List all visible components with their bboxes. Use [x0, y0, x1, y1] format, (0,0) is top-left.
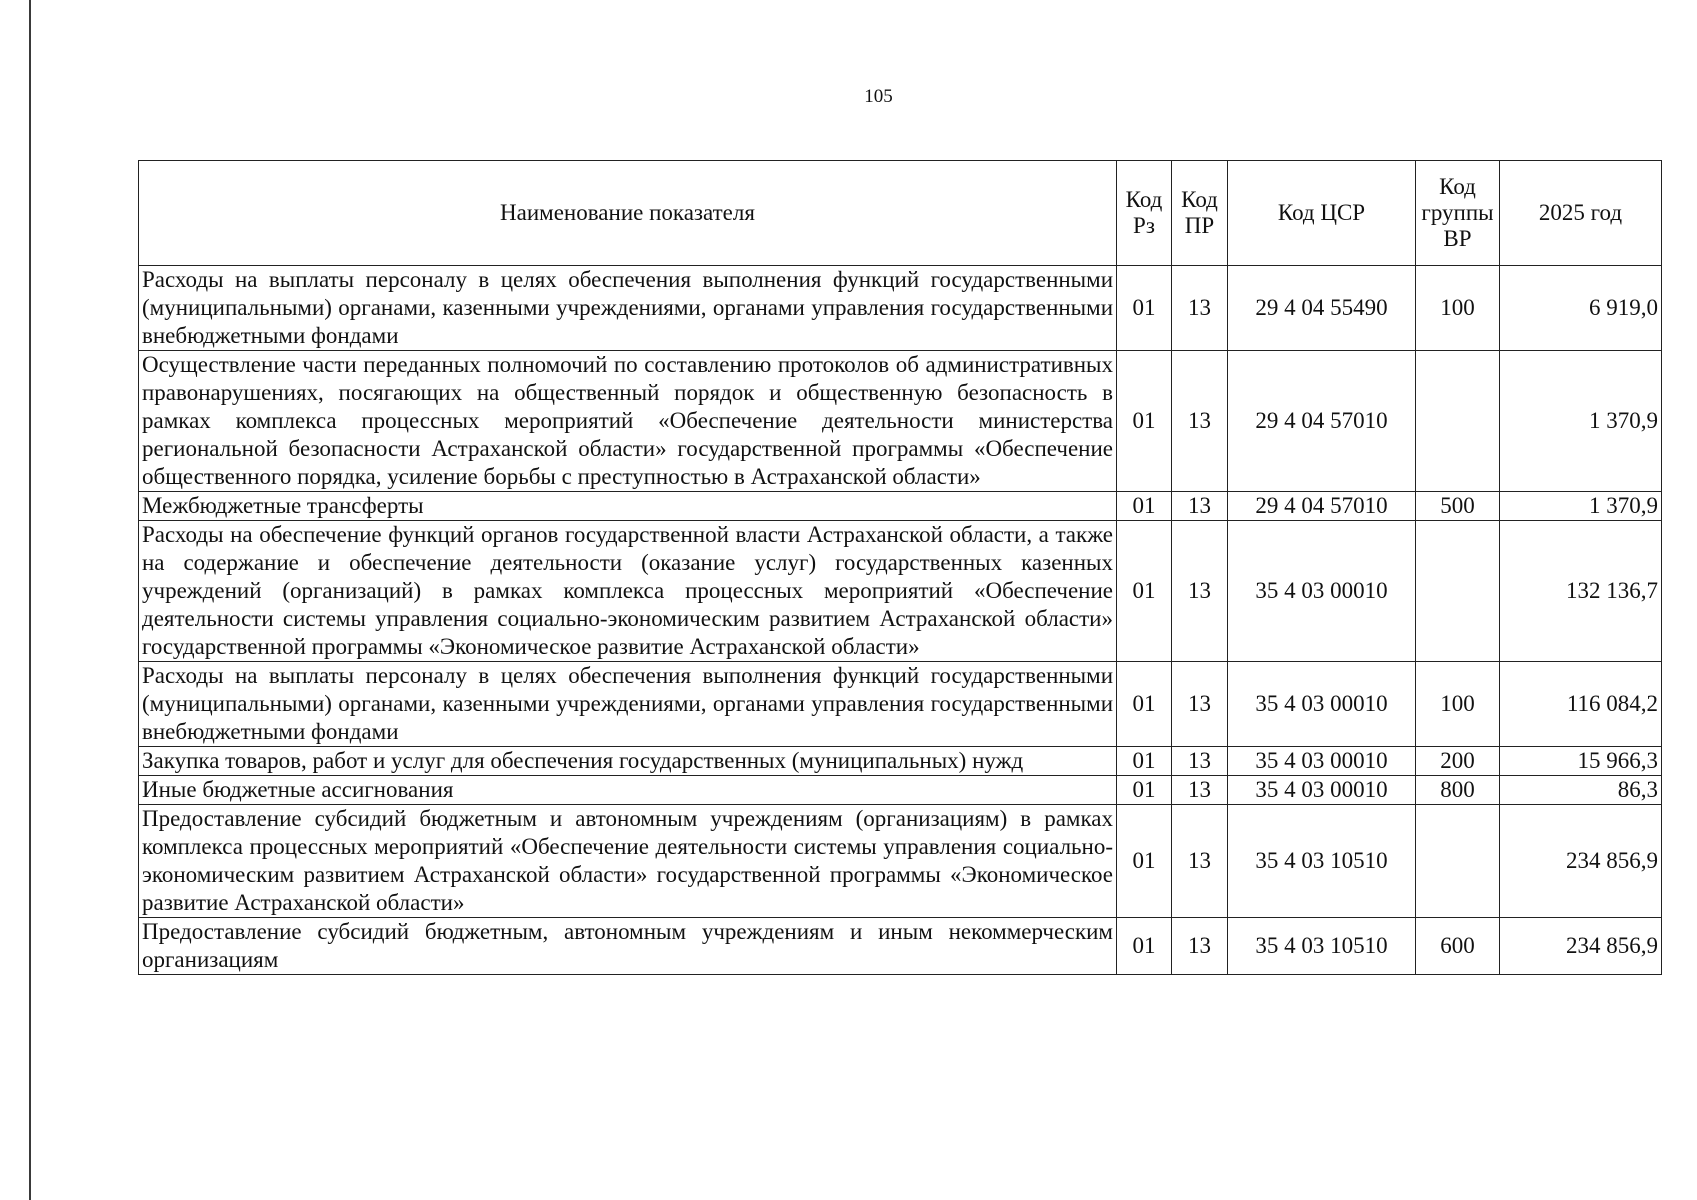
row-name: Предоставление субсидий бюджетным и автономным учреждениям (организациям) в рамках комплекса процессных мероприятий «Обеспечение деятельности системы управления социально-экономическим развитием Астраханской области» государственной программы «Экономическое развитие Астраханской области»	[139, 805, 1117, 918]
row-vr: 600	[1416, 918, 1500, 975]
row-pr: 13	[1172, 492, 1228, 521]
row-pr: 13	[1172, 662, 1228, 747]
header-pr: Код ПР	[1172, 161, 1228, 266]
row-vr: 500	[1416, 492, 1500, 521]
row-pr: 13	[1172, 776, 1228, 805]
row-amount: 234 856,9	[1500, 805, 1662, 918]
row-amount: 15 966,3	[1500, 747, 1662, 776]
header-year: 2025 год	[1500, 161, 1662, 266]
row-amount: 1 370,9	[1500, 351, 1662, 492]
row-pr: 13	[1172, 918, 1228, 975]
row-name: Расходы на выплаты персоналу в целях обеспечения выполнения функций государственными (муниципальными) органами, казенными учреждениями, органами управления государственными внебюджетными фондами	[139, 266, 1117, 351]
table-row	[139, 266, 1662, 351]
row-amount: 116 084,2	[1500, 662, 1662, 747]
row-amount: 86,3	[1500, 776, 1662, 805]
row-name: Осуществление части переданных полномочий по составлению протоколов об административных правонарушениях, посягающих на общественный порядок и общественную безопасность в рамках комплекса процессных мероприятий «Обеспечение деятельности министерства региональной безопасности Астраханской области» государственной программы «Обеспечение общественного порядка, усиление борьбы с преступностью в Астраханской области»	[139, 351, 1117, 492]
table-header-row	[139, 161, 1662, 266]
row-vr: 800	[1416, 776, 1500, 805]
table-row	[139, 521, 1662, 662]
row-name: Расходы на выплаты персоналу в целях обеспечения выполнения функций государственными (муниципальными) органами, казенными учреждениями, органами управления государственными внебюджетными фондами	[139, 662, 1117, 747]
row-csr: 35 4 03 00010	[1228, 747, 1416, 776]
row-vr	[1416, 521, 1500, 662]
row-amount: 1 370,9	[1500, 492, 1662, 521]
table-row	[139, 918, 1662, 975]
row-csr: 35 4 03 10510	[1228, 918, 1416, 975]
row-pr: 13	[1172, 351, 1228, 492]
row-csr: 29 4 04 57010	[1228, 351, 1416, 492]
row-pr: 13	[1172, 521, 1228, 662]
row-vr	[1416, 351, 1500, 492]
row-csr: 35 4 03 00010	[1228, 776, 1416, 805]
row-csr: 35 4 03 10510	[1228, 805, 1416, 918]
table-row	[139, 776, 1662, 805]
row-name: Предоставление субсидий бюджетным, автономным учреждениям и иным некоммерческим организациям	[139, 918, 1117, 975]
row-csr: 35 4 03 00010	[1228, 662, 1416, 747]
page-number: 105	[864, 86, 893, 107]
row-amount: 6 919,0	[1500, 266, 1662, 351]
binding-margin-line	[29, 0, 31, 1200]
row-vr	[1416, 805, 1500, 918]
header-csr: Код ЦСР	[1228, 161, 1416, 266]
row-amount: 132 136,7	[1500, 521, 1662, 662]
row-rz: 01	[1117, 776, 1172, 805]
row-pr: 13	[1172, 266, 1228, 351]
row-csr: 35 4 03 00010	[1228, 521, 1416, 662]
header-name: Наименование показателя	[139, 161, 1117, 266]
header-rz: Код Рз	[1117, 161, 1172, 266]
row-rz: 01	[1117, 492, 1172, 521]
row-csr: 29 4 04 55490	[1228, 266, 1416, 351]
row-vr: 100	[1416, 662, 1500, 747]
row-amount: 234 856,9	[1500, 918, 1662, 975]
row-rz: 01	[1117, 521, 1172, 662]
table-row	[139, 662, 1662, 747]
row-vr: 100	[1416, 266, 1500, 351]
budget-table	[138, 160, 1662, 975]
row-name: Закупка товаров, работ и услуг для обеспечения государственных (муниципальных) нужд	[139, 747, 1117, 776]
table-row	[139, 492, 1662, 521]
row-rz: 01	[1117, 351, 1172, 492]
table-row	[139, 805, 1662, 918]
row-rz: 01	[1117, 266, 1172, 351]
header-vr: Код группы ВР	[1416, 161, 1500, 266]
table-row	[139, 747, 1662, 776]
row-csr: 29 4 04 57010	[1228, 492, 1416, 521]
row-rz: 01	[1117, 805, 1172, 918]
row-name: Иные бюджетные ассигнования	[139, 776, 1117, 805]
row-rz: 01	[1117, 747, 1172, 776]
row-pr: 13	[1172, 747, 1228, 776]
row-name: Межбюджетные трансферты	[139, 492, 1117, 521]
row-vr: 200	[1416, 747, 1500, 776]
row-rz: 01	[1117, 918, 1172, 975]
row-name: Расходы на обеспечение функций органов государственной власти Астраханской области, а также на содержание и обеспечение деятельности (оказание услуг) государственных казенных учреждений (организаций) в рамках комплекса процессных мероприятий «Обеспечение деятельности системы управления социально-экономическим развитием Астраханской области» государственной программы «Экономическое развитие Астраханской области»	[139, 521, 1117, 662]
row-rz: 01	[1117, 662, 1172, 747]
table-row	[139, 351, 1662, 492]
row-pr: 13	[1172, 805, 1228, 918]
